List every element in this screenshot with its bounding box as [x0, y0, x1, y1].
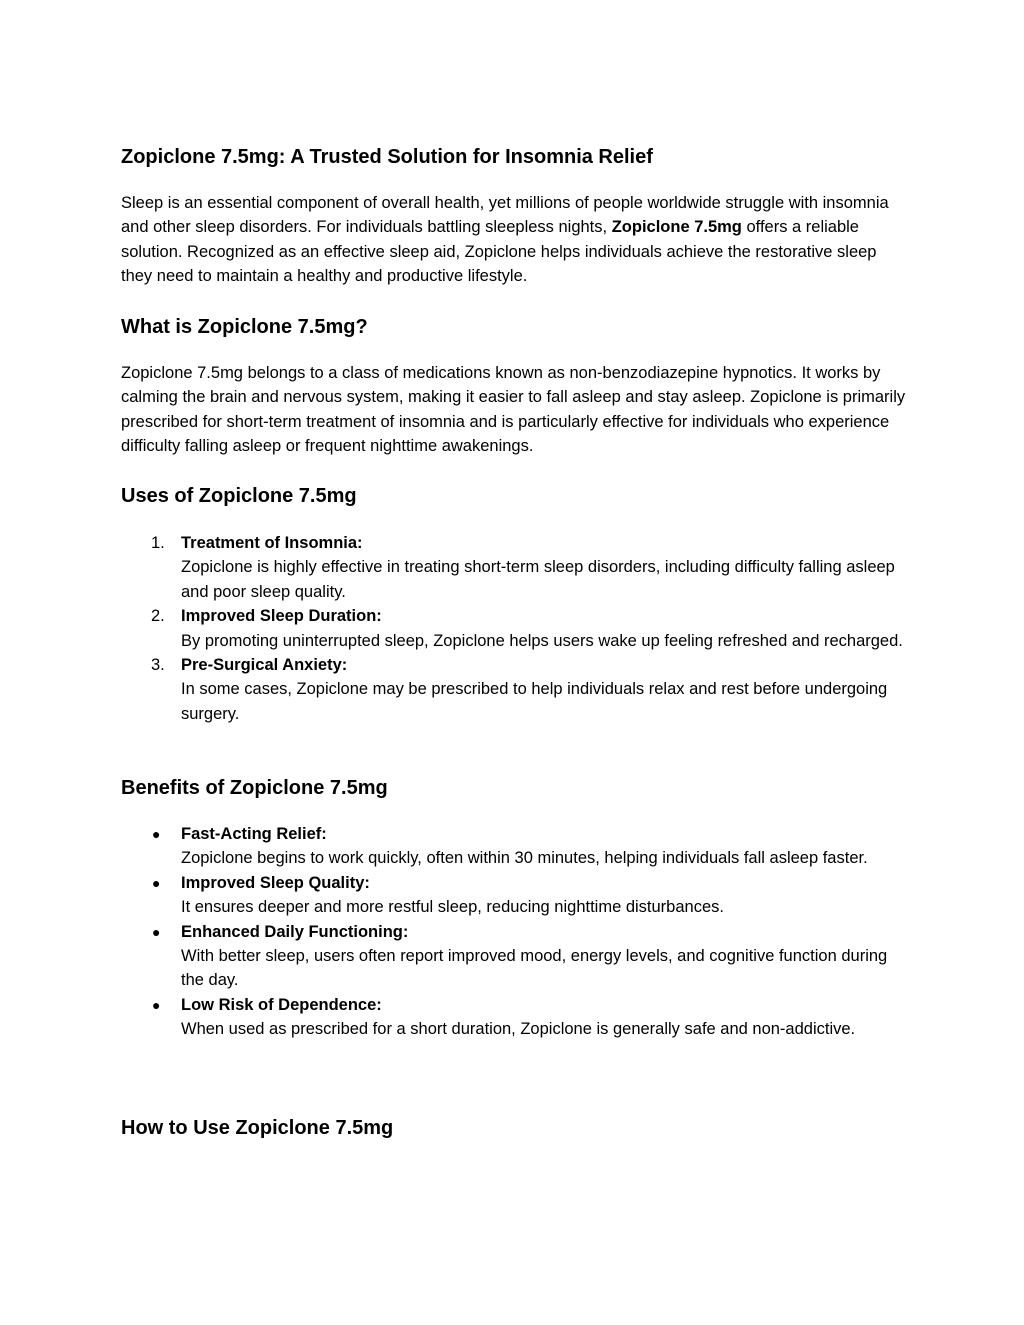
list-item: [121, 871, 907, 920]
list-item-description: When used as prescribed for a short duration, Zopiclone is generally safe and non-addictive.: [181, 1020, 856, 1039]
what-is-heading: What is Zopiclone 7.5mg?: [121, 316, 368, 338]
list-item-description: In some cases, Zopiclone may be prescribed to help individuals relax and rest before undergoing surgery.: [181, 680, 888, 723]
list-item-description: Zopiclone begins to work quickly, often within 30 minutes, helping individuals fall asleep faster.: [181, 849, 868, 868]
list-item: [121, 531, 907, 604]
list-item-description: Zopiclone is highly effective in treating short-term sleep disorders, including difficulty falling asleep and poor sleep quality.: [181, 558, 895, 601]
list-item: [121, 604, 907, 653]
list-item-title: Low Risk of Dependence:: [181, 995, 382, 1014]
list-number: 2.: [151, 607, 165, 626]
intro-paragraph: [121, 191, 907, 289]
list-number: 3.: [151, 656, 165, 675]
list-number: 1.: [151, 534, 165, 552]
list-item-title: Improved Sleep Quality:: [181, 873, 370, 892]
list-item-description: With better sleep, users often report improved mood, energy levels, and cognitive function during the day.: [181, 947, 888, 990]
intro-bold-text: Zopiclone 7.5mg: [611, 218, 742, 237]
list-item-title: Fast-Acting Relief:: [181, 825, 327, 843]
list-item: [121, 653, 907, 726]
list-item-title: Treatment of Insomnia:: [181, 534, 363, 552]
list-item: [121, 822, 907, 871]
list-item-title: Pre-Surgical Anxiety:: [181, 656, 348, 675]
bullet-icon: ●: [152, 826, 161, 842]
list-item: [121, 920, 907, 993]
list-item: [121, 993, 907, 1042]
uses-list: [121, 531, 907, 726]
bullet-icon: ●: [152, 996, 161, 1013]
document-title: Zopiclone 7.5mg: A Trusted Solution for Insomnia Relief: [121, 146, 653, 168]
list-item-description: It ensures deeper and more restful sleep, reducing nighttime disturbances.: [181, 898, 724, 917]
list-item-title: Improved Sleep Duration:: [181, 607, 382, 626]
how-to-use-heading: How to Use Zopiclone 7.5mg: [121, 1117, 394, 1139]
what-is-paragraph: Zopiclone 7.5mg belongs to a class of medications known as non-benzodiazepine hypnotics. It works by calming the brain and nervous system, making it easier to fall asleep and stay asleep. Zopiclone is primarily prescribed for short-term treatment of insomnia and is particularly effective for individuals who experience difficulty falling asleep or frequent nighttime awakenings.: [121, 364, 906, 456]
list-item-description: By promoting uninterrupted sleep, Zopiclone helps users wake up feeling refreshed and recharged.: [181, 631, 903, 650]
benefits-heading: Benefits of Zopiclone 7.5mg: [121, 777, 388, 799]
bullet-icon: ●: [152, 874, 161, 891]
list-item-title: Enhanced Daily Functioning:: [181, 922, 409, 941]
uses-heading: Uses of Zopiclone 7.5mg: [121, 485, 357, 507]
intro-text-end: offers a reliable solution. Recognized as an effective sleep aid, Zopiclone helps individuals achieve the restorative sleep they need to maintain a healthy and productive lifestyle.: [121, 218, 877, 286]
bullet-icon: ●: [152, 923, 161, 940]
intro-text-start: Sleep is an essential component of overall health, yet millions of people worldwide struggle with insomnia and other sleep disorders. For individuals battling sleepless nights,: [121, 194, 889, 237]
benefits-list: [121, 822, 907, 1042]
